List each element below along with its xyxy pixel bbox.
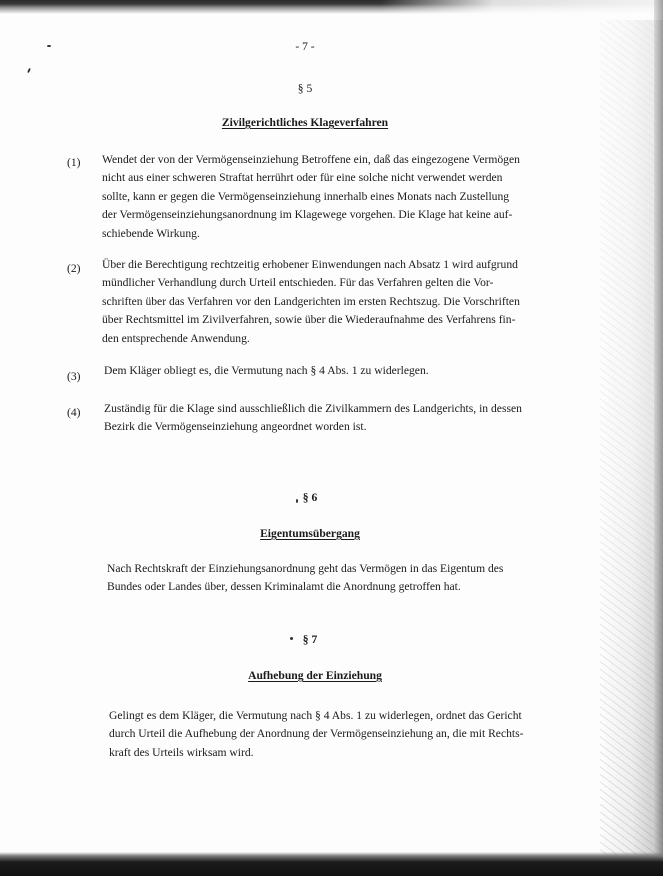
scan-speck <box>47 45 51 47</box>
page-number: - 7 - <box>295 40 315 53</box>
scan-right-strip <box>654 0 663 876</box>
paragraph-2-label: (2) <box>67 262 81 275</box>
scan-bottom-edge <box>0 852 663 876</box>
paragraph-2-text <box>102 256 520 348</box>
paragraph-line: Bundes oder Landes über, dessen Kriminalamt die Anordnung getroffen hat. <box>107 580 461 594</box>
paragraph-line: den entsprechende Anwendung. <box>102 331 250 345</box>
paragraph-line: Über die Berechtigung rechtzeitig erhobener Einwendungen nach Absatz 1 wird aufgrund <box>102 258 518 271</box>
paragraph-line: sollte, kann er gegen die Vermögenseinziehung innerhalb eines Monats nach Zustellung <box>102 189 510 203</box>
scan-top-edge-fade <box>380 0 663 14</box>
paragraph-line: durch Urteil die Aufhebung der Anordnung der Vermögenseinziehung an, die mit Rechts- <box>109 727 524 741</box>
paragraph-line: über Rechtsmittel im Zivilverfahren, sowie über die Wiederaufnahme des Verfahrens fin- <box>102 313 516 327</box>
paragraph-3-text <box>104 362 429 380</box>
paragraph-3-label: (3) <box>67 370 81 383</box>
section-6-text <box>107 560 503 597</box>
paragraph-line: nicht aus einer schweren Straftat herrührt oder für eine solche nicht verwendet werden <box>102 171 503 185</box>
paragraph-line: schriften über das Verfahren vor den Landgerichten im ersten Rechtszug. Die Vorschriften <box>102 294 520 308</box>
paragraph-line: der Vermögenseinziehungsanordnung im Klagewege vorgehen. Die Klage hat keine auf- <box>102 208 513 222</box>
paragraph-line: Gelingt es dem Kläger, die Vermutung nach § 4 Abs. 1 zu widerlegen, ordnet das Gericht <box>109 709 522 722</box>
paragraph-1-text <box>102 151 520 243</box>
paragraph-line: schiebende Wirkung. <box>102 226 200 240</box>
paragraph-line: Nach Rechtskraft der Einziehungsanordnung geht das Vermögen in das Eigentum des <box>107 562 504 575</box>
section-5-title: Zivilgerichtliches Klageverfahren <box>221 116 389 129</box>
scan-speck <box>27 68 31 73</box>
paragraph-4-label: (4) <box>67 406 81 419</box>
paragraph-line: Dem Kläger obliegt es, die Vermutung nach § 4 Abs. 1 zu widerlegen. <box>104 364 429 377</box>
section-7-title: Aufhebung der Einziehung <box>248 669 382 682</box>
section-6-number: § 6 <box>302 491 318 504</box>
paragraph-line: Wendet der von der Vermögenseinziehung Betroffene ein, daß das eingezogene Vermögen <box>102 153 520 166</box>
paragraph-line: mündlicher Verhandlung durch Urteil entschieden. Für das Verfahren gelten die Vor- <box>102 276 494 290</box>
paragraph-line: Zuständig für die Klage sind ausschließlich die Zivilkammern des Landgerichts, in dessen <box>104 402 522 415</box>
paragraph-4-text <box>104 400 522 437</box>
section-7-text <box>109 707 523 762</box>
paragraph-line: Bezirk die Vermögenseinziehung angeordnet worden ist. <box>104 420 367 434</box>
section-7-number: § 7 <box>302 633 318 646</box>
section-5-number: § 5 <box>297 82 313 95</box>
section-6-title: Eigentumsübergang <box>260 527 360 540</box>
paragraph-line: kraft des Urteils wirksam wird. <box>109 745 254 759</box>
paragraph-1-label: (1) <box>67 156 81 169</box>
